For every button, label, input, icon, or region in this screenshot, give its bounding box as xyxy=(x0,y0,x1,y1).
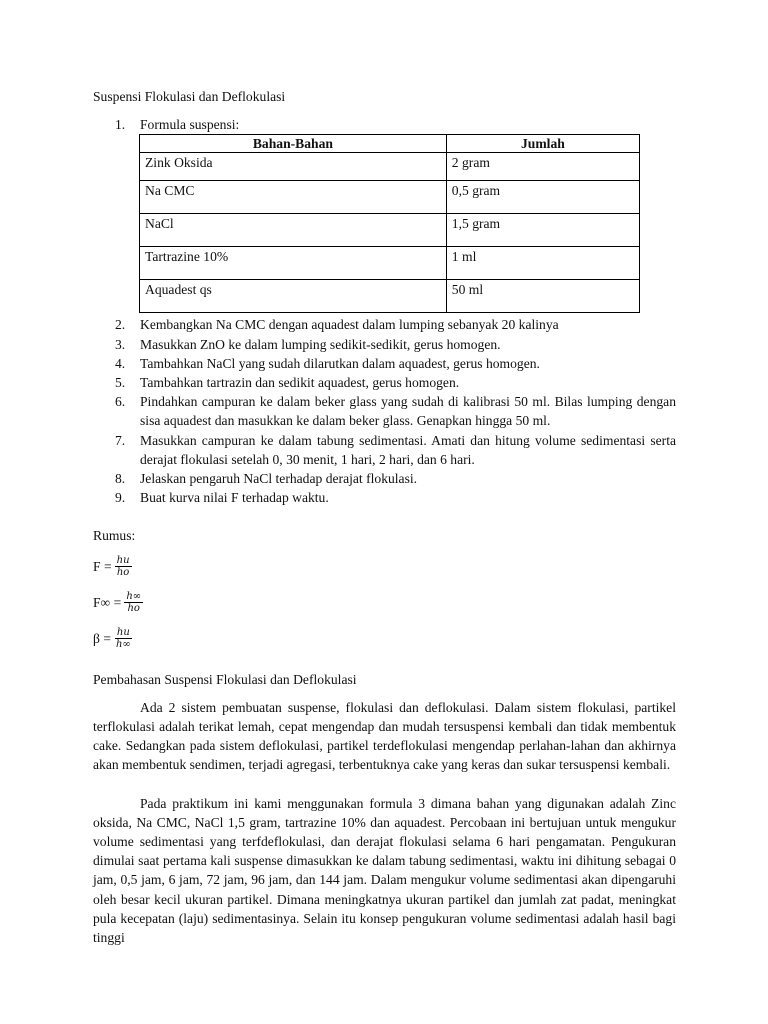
step-number: 2. xyxy=(115,317,126,333)
document-title: Suspensi Flokulasi dan Deflokulasi xyxy=(93,89,286,104)
table-header-row xyxy=(140,135,640,153)
table-cell: 1 ml xyxy=(446,247,639,280)
step-item xyxy=(93,354,676,373)
formula-lhs: F = xyxy=(93,559,112,575)
step-number: 3. xyxy=(115,336,126,352)
step-text: Tambahkan NaCl yang sudah dilarutkan dalam aquadest, gerus homogen. xyxy=(140,355,540,371)
step-text: Jelaskan pengaruh NaCl terhadap derajat flokulasi. xyxy=(140,471,418,487)
fraction-denominator: h∞ xyxy=(115,639,131,651)
step-list xyxy=(93,315,676,507)
fraction xyxy=(114,627,133,650)
step-item xyxy=(93,392,676,430)
step-number: 1. xyxy=(115,117,126,133)
formula-f xyxy=(93,552,676,582)
table-header-cell: Bahan-Bahan xyxy=(140,135,447,153)
step-item xyxy=(93,315,676,334)
formula-lhs: F∞ = xyxy=(93,595,122,611)
step-item xyxy=(93,469,676,488)
paragraph: Pada praktikum ini kami menggunakan formula 3 dimana bahan yang digunakan adalah Zinc oksida, Na CMC, NaCl 1,5 gram, tartrazine 10% dan aquadest. Percobaan ini bertujuan untuk mengukur volume sedimentasi yang terfdeflokulasi, dan derajat flokulasi selama 6 hari pengamatan. Pengukuran dimulai saat pertama kali suspense dimasukkan ke dalam tabung sedimentasi, waktu ini dihitung sebagai 0 jam, 0,5 jam, 6 jam, 72 jam, 96 jam, dan 144 jam. Dalam mengukur volume sedimentasi akan dipengaruhi oleh besar kecil ukuran partikel. Dimana meningkatnya ukuran partikel dan jumlah zat padat, meningkat pula kecepatan (laju) sedimentasinya. Selain itu konsep pengukuran volume sedimentasi adalah hasil bagi tinggi xyxy=(93,795,676,946)
table-cell: 1,5 gram xyxy=(446,214,639,247)
table-cell: 0,5 gram xyxy=(446,181,639,214)
step-number: 4. xyxy=(115,355,126,371)
fraction-denominator: ho xyxy=(127,603,140,615)
step-item xyxy=(93,431,676,469)
fraction-numerator: h∞ xyxy=(126,591,142,603)
table-cell: 2 gram xyxy=(446,153,639,181)
fraction-numerator: hu xyxy=(116,627,130,639)
step-text: Masukkan ZnO ke dalam lumping sedikit-sedikit, gerus homogen. xyxy=(140,336,501,352)
step-text: Buat kurva nilai F terhadap waktu. xyxy=(140,490,329,506)
step-number: 6. xyxy=(115,394,126,410)
step-number: 9. xyxy=(115,490,126,506)
step-item xyxy=(93,488,676,507)
table-cell: 50 ml xyxy=(446,280,639,313)
section-title: Pembahasan Suspensi Flokulasi dan Deflokulasi xyxy=(93,671,357,687)
table-cell: Tartrazine 10% xyxy=(140,247,447,280)
step-text: Formula suspensi: xyxy=(140,117,240,133)
formula-f-infinity xyxy=(93,588,676,618)
formula-table xyxy=(139,134,640,313)
table-cell: Na CMC xyxy=(140,181,447,214)
fraction-denominator: ho xyxy=(116,567,130,579)
table-header-cell: Jumlah xyxy=(446,135,639,153)
table-cell: NaCl xyxy=(140,214,447,247)
step-text: Tambahkan tartrazin dan sedikit aquadest, gerus homogen. xyxy=(140,375,460,391)
table-cell: Aquadest qs xyxy=(140,280,447,313)
paragraph: Ada 2 sistem pembuatan suspense, flokulasi dan deflokulasi. Dalam sistem flokulasi, partikel terflokulasi adalah terikat lemah, cepat mengendap dan mudah tersuspensi kembali dan tidak membentuk cake. Sedangkan pada sistem deflokulasi, partikel terdeflokulasi mengendap perlahan-lahan dan akhirnya akan membentuk sendimen, terjadi agregasi, terbentuknya cake yang keras dan sukar tersuspensi kembali. xyxy=(93,699,676,773)
step-item xyxy=(93,335,676,354)
table-cell: Zink Oksida xyxy=(140,153,447,181)
fraction xyxy=(115,555,132,578)
step-text: Masukkan campuran ke dalam tabung sedimentasi. Amati dan hitung volume sedimentasi serta derajat flokulasi setelah 0, 30 menit, 1 hari, 2 hari, dan 6 hari. xyxy=(140,432,676,467)
step-item xyxy=(93,373,676,392)
step-number: 7. xyxy=(115,432,126,448)
step-number: 8. xyxy=(115,471,126,487)
document-page xyxy=(93,87,676,947)
fraction-numerator: hu xyxy=(116,555,130,567)
fraction xyxy=(124,591,143,614)
table-row xyxy=(140,247,640,280)
step-number: 5. xyxy=(115,375,126,391)
table-row xyxy=(140,214,640,247)
step-text: Kembangkan Na CMC dengan aquadest dalam lumping sebanyak 20 kalinya xyxy=(140,317,559,333)
step-item xyxy=(93,115,676,134)
formula-beta xyxy=(93,624,676,654)
step-text: Pindahkan campuran ke dalam beker glass yang sudah di kalibrasi 50 ml. Bilas lumping dengan sisa aquadest dan masukkan ke dalam beker glass. Genapkan hingga 50 ml. xyxy=(140,394,676,429)
table-row xyxy=(140,153,640,181)
table-row xyxy=(140,181,640,214)
formula-lhs: β = xyxy=(93,631,111,647)
rumus-heading: Rumus: xyxy=(93,528,136,544)
table-row xyxy=(140,280,640,313)
